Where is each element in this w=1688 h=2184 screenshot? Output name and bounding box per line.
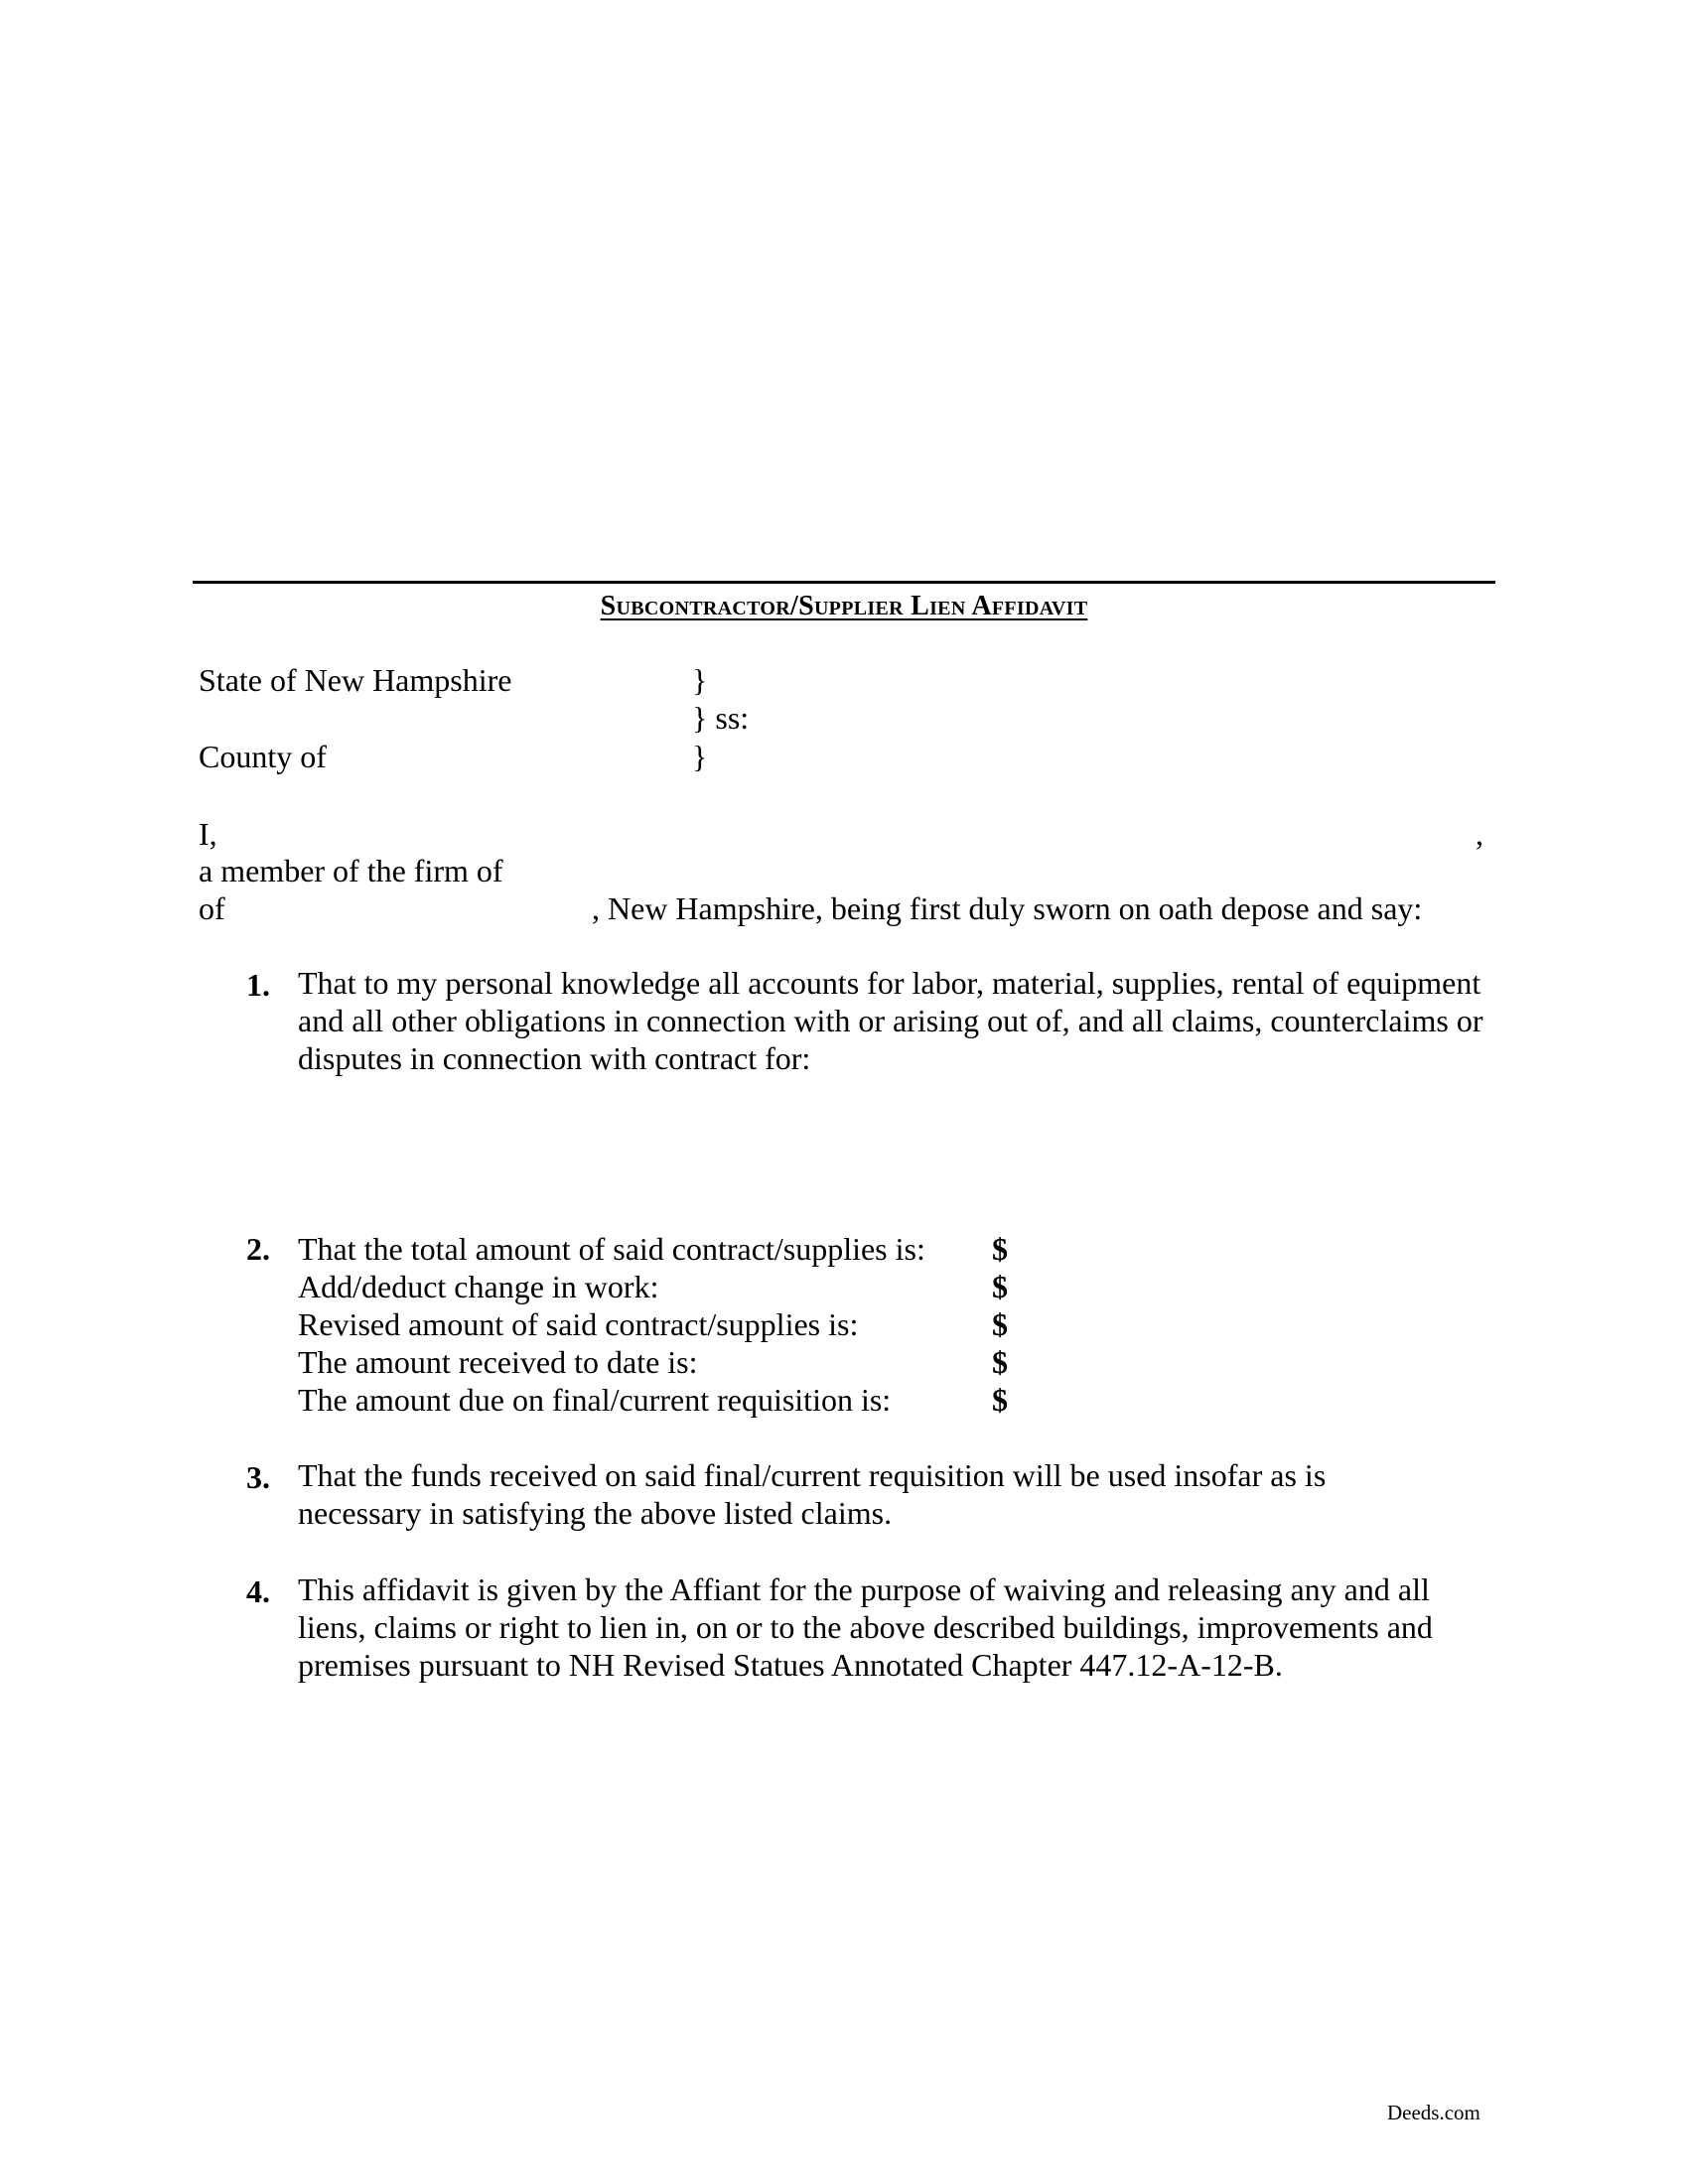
amount-currency-received: $ bbox=[992, 1344, 1008, 1380]
item-1-text: That to my personal knowledge all accounts for labor, material, supplies, rental of equipment and all other obligations in connection with or arising out of, and all claims, counterclaims or disputes in connection with contract for: bbox=[298, 965, 1483, 1076]
intro-trailing-comma: , bbox=[1476, 816, 1483, 852]
item-3-text: That the funds received on said final/current requisition will be used insofar as is necessary in satisfying the above listed claims. bbox=[298, 1457, 1327, 1531]
item-3-number: 3. bbox=[246, 1459, 270, 1495]
item-2-number: 2. bbox=[246, 1231, 270, 1267]
amount-label-received: The amount received to date is: bbox=[298, 1344, 698, 1380]
intro-firm-label: a member of the firm of bbox=[199, 853, 503, 888]
venue-brace-ss: } ss: bbox=[692, 700, 750, 736]
county-label: County of bbox=[199, 739, 327, 774]
venue-brace-3: } bbox=[692, 739, 708, 774]
amount-currency-revised: $ bbox=[992, 1306, 1008, 1342]
amount-label-due: The amount due on final/current requisition is: bbox=[298, 1382, 892, 1418]
intro-oath-text: , New Hampshire, being first duly sworn on oath depose and say: bbox=[592, 890, 1423, 926]
item-4-text: This affidavit is given by the Affiant for the purpose of waiving and releasing any and all liens, claims or right to lien in, on or to the above described buildings, improvements and premises pursuant to NH Revised Statues Annotated Chapter 447.12-A-12-B. bbox=[298, 1571, 1433, 1683]
amount-currency-due: $ bbox=[992, 1382, 1008, 1418]
item-4-number: 4. bbox=[246, 1573, 270, 1609]
amount-currency-change: $ bbox=[992, 1269, 1008, 1304]
intro-of-label: of bbox=[199, 890, 225, 926]
footer-brand: Deeds.com bbox=[1387, 2101, 1480, 2124]
venue-brace-1: } bbox=[692, 662, 708, 698]
amount-currency-total: $ bbox=[992, 1231, 1008, 1267]
amount-label-revised: Revised amount of said contract/supplies is: bbox=[298, 1306, 859, 1342]
amount-label-change: Add/deduct change in work: bbox=[298, 1269, 659, 1304]
title-top-rule bbox=[193, 581, 1495, 584]
document-title: Subcontractor/Supplier Lien Affidavit bbox=[600, 591, 1088, 621]
state-label: State of New Hampshire bbox=[199, 662, 512, 698]
amount-label-total: That the total amount of said contract/supplies is: bbox=[298, 1231, 925, 1267]
item-1-number: 1. bbox=[246, 967, 270, 1003]
intro-i-label: I, bbox=[199, 816, 217, 852]
